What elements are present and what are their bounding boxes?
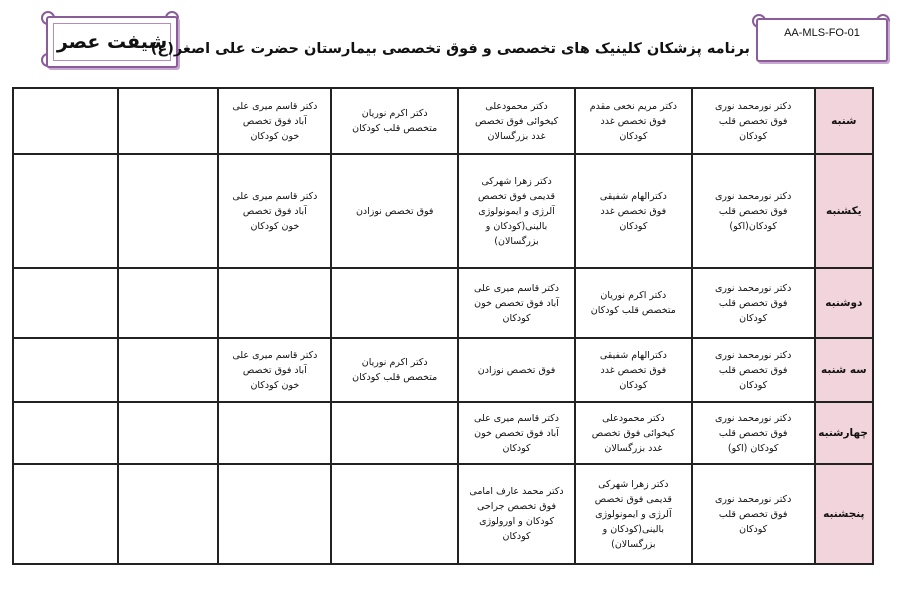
doctor-cell: دکتر قاسم میری علی آباد فوق تخصص خون کودکان bbox=[218, 338, 331, 402]
doctor-cell: دکتر اکرم نوریان متخصص قلب کودکان bbox=[575, 268, 692, 338]
doctor-cell bbox=[13, 268, 118, 338]
doctor-cell: دکتر نورمحمد نوری فوق تخصص قلب کودکان bbox=[692, 338, 815, 402]
doctor-cell: دکتر نورمحمد نوری فوق تخصص قلب کودکان bbox=[692, 268, 815, 338]
doctor-cell: دکتر محمودعلی کیخوائی فوق تخصص غدد بزرگسالان bbox=[458, 88, 575, 154]
doctor-cell bbox=[13, 338, 118, 402]
shift-title: شیفت عصر bbox=[56, 31, 168, 53]
doctor-cell bbox=[118, 154, 219, 268]
doctor-cell: دکتر نورمحمد نوری فوق تخصص قلب کودکان (اکو) bbox=[692, 402, 815, 464]
schedule-table bbox=[12, 87, 874, 565]
day-cell: چهارشنبه bbox=[815, 402, 873, 464]
day-cell: دوشنبه bbox=[815, 268, 873, 338]
day-cell: شنبه bbox=[815, 88, 873, 154]
table-row bbox=[13, 154, 873, 268]
doctor-cell: دکتر اکرم نوریان متخصص قلب کودکان bbox=[331, 338, 458, 402]
day-cell: سه شنبه bbox=[815, 338, 873, 402]
doctor-cell bbox=[218, 402, 331, 464]
day-cell: پنجشنبه bbox=[815, 464, 873, 564]
doctor-cell: دکتر قاسم میری علی آباد فوق تخصص خون کودکان bbox=[458, 268, 575, 338]
doctor-cell: دکتر قاسم میری علی آباد فوق تخصص خون کودکان bbox=[218, 88, 331, 154]
doc-code-banner bbox=[752, 14, 890, 62]
doctor-cell bbox=[118, 88, 219, 154]
doctor-cell: دکتر نورمحمد نوری فوق تخصص قلب کودکان bbox=[692, 88, 815, 154]
doctor-cell: دکتر محمودعلی کیخوائی فوق تخصص غدد بزرگسالان bbox=[575, 402, 692, 464]
doctor-cell: دکترالهام شفیقی فوق تخصص غدد کودکان bbox=[575, 338, 692, 402]
doctor-cell: دکترالهام شفیقی فوق تخصص غدد کودکان bbox=[575, 154, 692, 268]
doctor-cell bbox=[218, 464, 331, 564]
doctor-cell: فوق تخصص نوزادن bbox=[458, 338, 575, 402]
table-row bbox=[13, 268, 873, 338]
doctor-cell bbox=[118, 268, 219, 338]
doctor-cell: دکتر نورمحمد نوری فوق تخصص قلب کودکان(اکو) bbox=[692, 154, 815, 268]
doctor-cell: دکتر زهرا شهرکی قدیمی فوق تخصص آلرژی و ایمونولوژی بالینی(کودکان و بزرگسالان) bbox=[575, 464, 692, 564]
table-row bbox=[13, 464, 873, 564]
shift-banner bbox=[40, 10, 180, 68]
doctor-cell bbox=[13, 402, 118, 464]
doctor-cell: دکتر محمد عارف امامی فوق تخصص جراحی کودکان و اورولوژی کودکان bbox=[458, 464, 575, 564]
doctor-cell bbox=[331, 402, 458, 464]
doctor-cell bbox=[218, 268, 331, 338]
page-title: برنامه پزشکان کلینیک های تخصصی و فوق تخصصی بیمارستان حضرت علی اصغر(ع) bbox=[150, 41, 750, 57]
doctor-cell bbox=[331, 464, 458, 564]
doctor-cell: دکتر قاسم میری علی آباد فوق تخصص خون کودکان bbox=[458, 402, 575, 464]
table-row bbox=[13, 402, 873, 464]
doctor-cell: دکتر زهرا شهرکی قدیمی فوق تخصص آلرژی و ایمونولوژی بالینی(کودکان و بزرگسالان) bbox=[458, 154, 575, 268]
doctor-cell bbox=[331, 268, 458, 338]
doctor-cell bbox=[118, 464, 219, 564]
doctor-cell: دکتر اکرم نوریان متخصص قلب کودکان bbox=[331, 88, 458, 154]
doctor-cell: دکتر مریم نخعی مقدم فوق تخصص غدد کودکان bbox=[575, 88, 692, 154]
table-row bbox=[13, 88, 873, 154]
doctor-cell bbox=[13, 464, 118, 564]
doctor-cell: فوق تخصص نوزادن bbox=[331, 154, 458, 268]
doctor-cell bbox=[13, 88, 118, 154]
table-row bbox=[13, 338, 873, 402]
doc-code: AA-MLS-FO-01 bbox=[784, 26, 860, 39]
doctor-cell: دکتر نورمحمد نوری فوق تخصص قلب کودکان bbox=[692, 464, 815, 564]
doctor-cell bbox=[13, 154, 118, 268]
doctor-cell: دکتر قاسم میری علی آباد فوق تخصص خون کودکان bbox=[218, 154, 331, 268]
doctor-cell bbox=[118, 338, 219, 402]
day-cell: یکشنبه bbox=[815, 154, 873, 268]
doctor-cell bbox=[118, 402, 219, 464]
